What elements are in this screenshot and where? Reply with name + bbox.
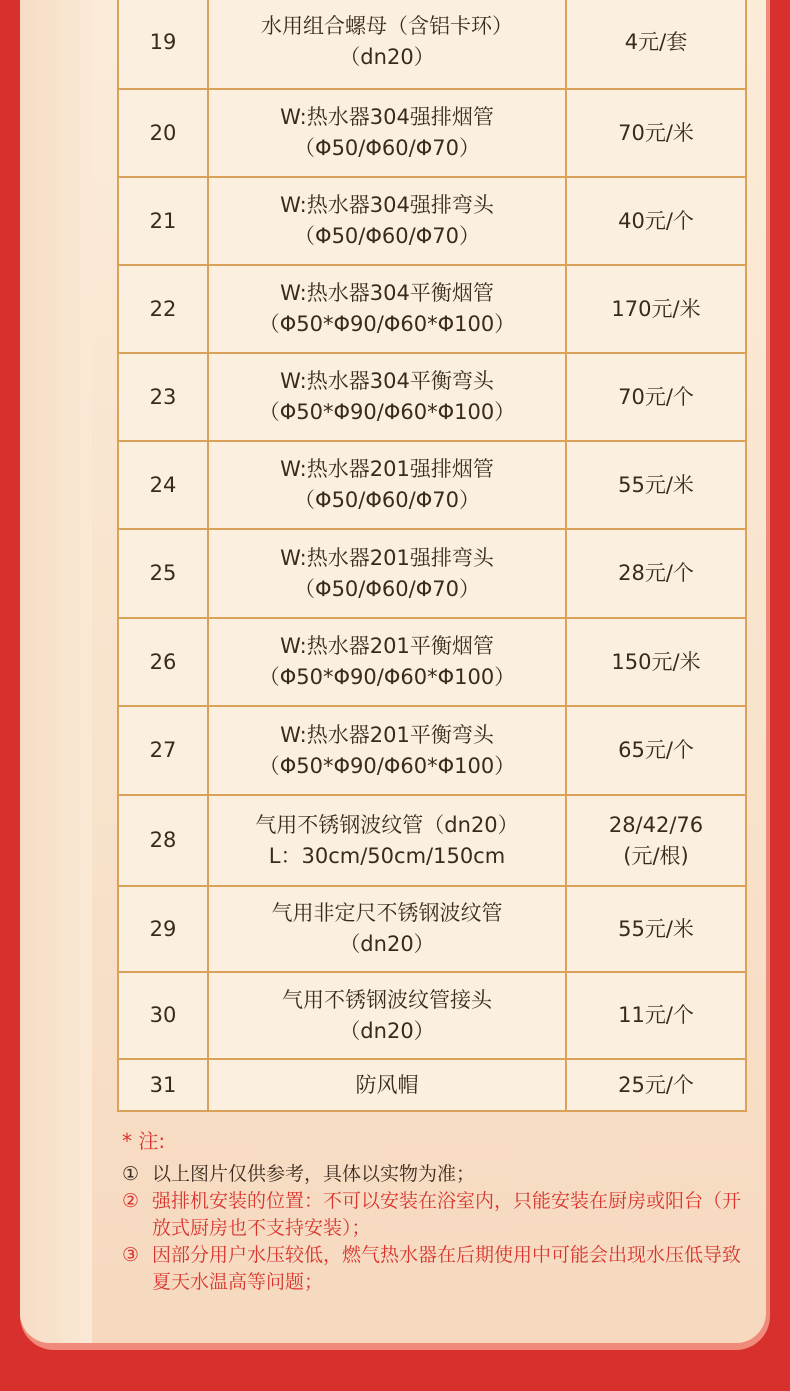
table-row	[118, 441, 746, 529]
item-price-line1: 25元/个	[618, 1072, 694, 1097]
item-price-line1: 170元/米	[611, 296, 701, 321]
side-strip	[20, 0, 92, 1343]
item-name-line2: （dn20）	[339, 932, 435, 956]
table-row	[118, 177, 746, 265]
item-price	[566, 0, 746, 89]
item-name-line2: （dn20）	[339, 45, 435, 69]
table-row	[118, 89, 746, 177]
item-name	[208, 89, 566, 177]
note-text: 强排机安装的位置：不可以安装在浴室内，只能安装在厨房或阳台（开放式厨房也不支持安装）；	[152, 1190, 742, 1239]
row-number: 28	[118, 795, 208, 886]
item-name-line1: W:热水器304强排烟管	[280, 105, 494, 129]
item-name	[208, 795, 566, 886]
item-price	[566, 795, 746, 886]
item-price-line1: 4元/套	[624, 29, 688, 54]
item-price	[566, 529, 746, 618]
item-name	[208, 441, 566, 529]
row-number: 30	[118, 972, 208, 1059]
item-price	[566, 706, 746, 795]
row-number: 23	[118, 353, 208, 441]
price-table	[117, 0, 747, 1112]
item-name	[208, 706, 566, 795]
item-price-line1: 55元/米	[618, 472, 694, 497]
item-name-line2: L：30cm/50cm/150cm	[268, 843, 506, 868]
row-number: 20	[118, 89, 208, 177]
item-name-line1: W:热水器201强排烟管	[280, 457, 494, 481]
item-name-line2: （Φ50/Φ60/Φ70）	[294, 488, 480, 512]
item-name-line1: 气用不锈钢波纹管（dn20）	[255, 812, 519, 837]
row-number: 26	[118, 618, 208, 706]
note-item	[122, 1188, 752, 1242]
item-price-line1: 40元/个	[618, 208, 694, 233]
item-name-line1: W:热水器304强排弯头	[280, 193, 494, 217]
notes-title: * 注:	[122, 1129, 166, 1153]
item-name-line2: （Φ50*Φ90/Φ60*Φ100）	[258, 312, 516, 336]
table-row	[118, 706, 746, 795]
item-price	[566, 177, 746, 265]
item-price	[566, 265, 746, 353]
item-name-line1: W:热水器201平衡弯头	[280, 722, 494, 747]
table-row	[118, 529, 746, 618]
item-name	[208, 265, 566, 353]
item-name-line1: 气用不锈钢波纹管接头	[282, 987, 492, 1012]
item-name-line2: （Φ50*Φ90/Φ60*Φ100）	[258, 400, 516, 424]
row-number: 25	[118, 529, 208, 618]
row-number: 29	[118, 886, 208, 972]
item-price-line1: 70元/米	[618, 120, 694, 145]
table-row	[118, 972, 746, 1059]
note-item	[122, 1242, 752, 1296]
item-name	[208, 0, 566, 89]
item-price-line1: 11元/个	[618, 1003, 694, 1027]
item-name-line2: （dn20）	[339, 1018, 435, 1043]
table-row	[118, 1059, 746, 1111]
item-name	[208, 177, 566, 265]
note-number: ②	[122, 1190, 140, 1212]
row-number: 19	[118, 0, 208, 89]
item-name	[208, 529, 566, 618]
item-price	[566, 972, 746, 1059]
item-name-line2: （Φ50*Φ90/Φ60*Φ100）	[258, 665, 516, 689]
item-name-line1: W:热水器201强排弯头	[280, 545, 494, 570]
item-name-line1: 气用非定尺不锈钢波纹管	[271, 901, 503, 925]
item-name-line1: W:热水器304平衡弯头	[280, 369, 494, 393]
notes-section	[122, 1128, 752, 1296]
table-row	[118, 886, 746, 972]
item-price	[566, 618, 746, 706]
note-item	[122, 1161, 752, 1188]
item-price	[566, 1059, 746, 1111]
item-price-line1: 28元/个	[618, 561, 694, 585]
note-number: ③	[122, 1244, 140, 1266]
item-price-line1: 65元/个	[618, 738, 694, 762]
table-row	[118, 0, 746, 89]
item-name	[208, 1059, 566, 1111]
item-price	[566, 441, 746, 529]
table-row	[118, 795, 746, 886]
item-name	[208, 972, 566, 1059]
row-number: 27	[118, 706, 208, 795]
item-name-line1: W:热水器304平衡烟管	[280, 281, 494, 305]
item-name	[208, 886, 566, 972]
note-text: 因部分用户水压较低，燃气热水器在后期使用中可能会出现水压低导致夏天水温高等问题；	[152, 1244, 742, 1293]
item-name-line2: （Φ50/Φ60/Φ70）	[294, 224, 480, 248]
table-row	[118, 265, 746, 353]
item-name-line1: 防风帽	[355, 1072, 419, 1097]
row-number: 24	[118, 441, 208, 529]
note-text: 以上图片仅供参考，具体以实物为准；	[152, 1163, 476, 1185]
item-name-line2: （Φ50/Φ60/Φ70）	[294, 576, 480, 601]
item-name-line1: 水用组合螺母（含铝卡环）	[261, 14, 513, 38]
row-number: 22	[118, 265, 208, 353]
item-name-line2: （Φ50*Φ90/Φ60*Φ100）	[258, 753, 516, 778]
item-name	[208, 353, 566, 441]
item-price	[566, 353, 746, 441]
item-name	[208, 618, 566, 706]
row-number: 21	[118, 177, 208, 265]
row-number: 31	[118, 1059, 208, 1111]
item-price-line1: 70元/个	[618, 384, 694, 409]
item-name-line1: W:热水器201平衡烟管	[280, 634, 494, 658]
item-price-line2: (元/根)	[623, 843, 689, 868]
note-number: ①	[122, 1163, 140, 1185]
item-price-line1: 55元/米	[618, 916, 694, 941]
item-price-line1: 28/42/76	[608, 812, 704, 837]
item-name-line2: （Φ50/Φ60/Φ70）	[294, 136, 480, 160]
table-row	[118, 353, 746, 441]
item-price	[566, 886, 746, 972]
item-price-line1: 150元/米	[611, 649, 701, 674]
item-price	[566, 89, 746, 177]
table-row	[118, 618, 746, 706]
